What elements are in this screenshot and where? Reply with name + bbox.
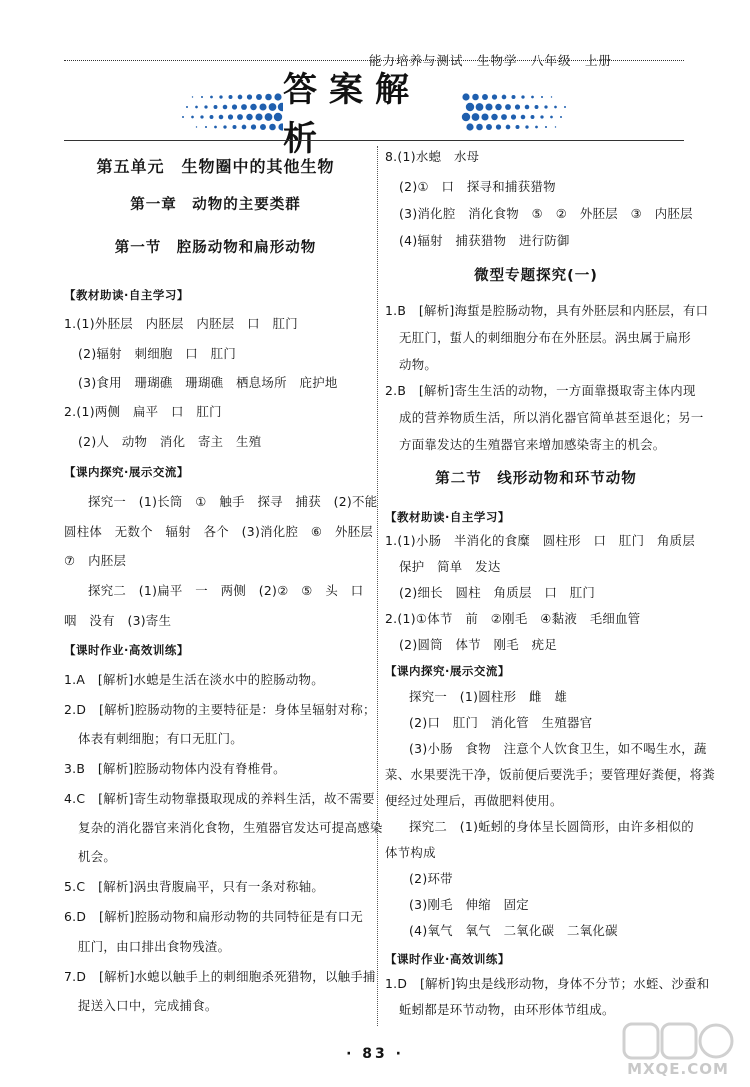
left-line: (2)辐射 刺细胞 口 肛门 [78,346,237,361]
column-divider [377,146,378,1026]
left-line: 【课内探究·展示交流】 [64,465,189,479]
left-line: 捉送入口中，完成捕食。 [78,998,218,1013]
right-line: 动物。 [399,357,438,372]
right-line: 探究一 (1)圆柱形 雌 雄 [409,689,568,704]
left-line: 复杂的消化器官来消化食物，生殖器官发达可提高感染 [78,820,383,835]
watermark-text: MXQE.COM [627,1060,729,1078]
banner-rule [64,140,684,141]
left-line: 机会。 [78,849,117,864]
right-line: (3)消化腔 消化食物 ⑤ ② 外胚层 ③ 内胚层 [399,206,693,221]
right-line: 菜、水果要洗干净，饭前便后要洗手；要管理好粪便，将粪 [385,767,715,782]
right-line: 1.(1)小肠 半消化的食糜 圆柱形 口 肛门 角质层 [385,533,696,548]
left-line: 探究二 (1)扁平 一 两侧 (2)② ⑤ 头 口 [88,583,364,598]
right-line: 方面靠发达的生殖器官来增加感染寄主的机会。 [399,437,666,452]
right-line: (2)环带 [409,871,453,886]
right-line: 第二节 线形动物和环节动物 [435,471,637,487]
banner-dots-right-icon [461,92,566,132]
right-line: (2)细长 圆柱 角质层 口 肛门 [399,585,596,600]
right-line: 微型专题探究(一) [474,268,598,284]
left-line: 6.D [解析]腔肠动物和扁形动物的共同特征是有口无 [64,909,364,924]
left-line: (2)人 动物 消化 寄主 生殖 [78,434,262,449]
left-line: 4.C [解析]寄生动物靠摄取现成的养料生活，故不需要 [64,791,375,806]
left-line: 1.A [解析]水螅是生活在淡水中的腔肠动物。 [64,672,324,687]
left-line: 第五单元 生物圈中的其他生物 [96,157,335,176]
left-line: 7.D [解析]水螅以触手上的刺细胞杀死猎物，以触手捕 [64,969,376,984]
banner-dots-left-icon [178,92,283,132]
right-line: 成的营养物质生活，所以消化器官简单甚至退化；另一 [399,410,704,425]
running-header: 能力培养与测试 生物学 八年级 上册 [368,53,612,68]
left-line: 3.B [解析]腔肠动物体内没有脊椎骨。 [64,761,286,776]
right-line: (4)辐射 捕获猎物 进行防御 [399,233,570,248]
left-line: 第一章 动物的主要类群 [130,197,301,213]
right-line: (4)氧气 氧气 二氧化碳 二氧化碳 [409,923,618,938]
right-line: (3)小肠 食物 注意个人饮食卫生，如不喝生水，蔬 [409,741,707,756]
banner-title: 答案解析 [283,70,421,159]
left-line: 圆柱体 无数个 辐射 各个 (3)消化腔 ⑥ 外胚层 [64,524,374,539]
right-line: 便经过处理后，再做肥料使用。 [385,793,563,808]
right-line: (2)口 肛门 消化管 生殖器官 [409,715,593,730]
right-line: 8.(1)水螅 水母 [385,149,480,164]
left-line: 第一节 腔肠动物和扁形动物 [114,240,317,256]
left-line: ⑦ 内胚层 [64,553,127,568]
right-line: 【课内探究·展示交流】 [385,664,510,678]
left-line: 【教材助读·自主学习】 [64,288,189,302]
right-line: (3)刚毛 伸缩 固定 [409,897,529,912]
watermark-stamp-icon [618,1020,738,1064]
right-line: 1.D [解析]钩虫是线形动物，身体不分节；水蛭、沙蚕和 [385,976,710,991]
right-line: 无肛门，蜇人的刺细胞分布在外胚层。涡虫属于扁形 [399,330,691,345]
left-line: 1.(1)外胚层 内胚层 内胚层 口 肛门 [64,316,298,331]
left-line: 肛门，由口排出食物残渣。 [78,939,231,954]
right-line: 体节构成 [385,845,436,860]
left-line: 2.(1)两侧 扁平 口 肛门 [64,404,222,419]
right-line: (2)① 口 探寻和捕获猎物 [399,179,556,194]
left-line: 【课时作业·高效训练】 [64,643,189,657]
left-line: 体表有刺细胞；有口无肛门。 [78,731,243,746]
left-line: 咽 没有 (3)寄生 [64,613,172,628]
left-line: 探究一 (1)长筒 ① 触手 探寻 捕获 (2)不能 [88,494,378,509]
right-line: 蚯蚓都是环节动物，由环形体节组成。 [399,1002,615,1017]
right-line: 探究二 (1)蚯蚓的身体呈长圆筒形，由许多相似的 [409,819,694,834]
left-line: (3)食用 珊瑚礁 珊瑚礁 栖息场所 庇护地 [78,375,338,390]
left-line: 2.D [解析]腔肠动物的主要特征是：身体呈辐射对称； [64,702,376,717]
page-number: · 83 · [346,1046,404,1062]
left-line: 5.C [解析]涡虫背腹扁平，只有一条对称轴。 [64,879,325,894]
right-line: 【教材助读·自主学习】 [385,510,510,524]
watermark-logo [618,1020,738,1084]
right-line: 1.B [解析]海蜇是腔肠动物，具有外胚层和内胚层，有口 [385,303,709,318]
right-line: 保护 简单 发达 [399,559,501,574]
right-line: 2.(1)①体节 前 ②刚毛 ④黏液 毛细血管 [385,611,641,626]
right-line: (2)圆筒 体节 刚毛 疣足 [399,637,558,652]
right-line: 【课时作业·高效训练】 [385,952,510,966]
right-line: 2.B [解析]寄生生活的动物，一方面靠摄取寄主体内现 [385,383,696,398]
